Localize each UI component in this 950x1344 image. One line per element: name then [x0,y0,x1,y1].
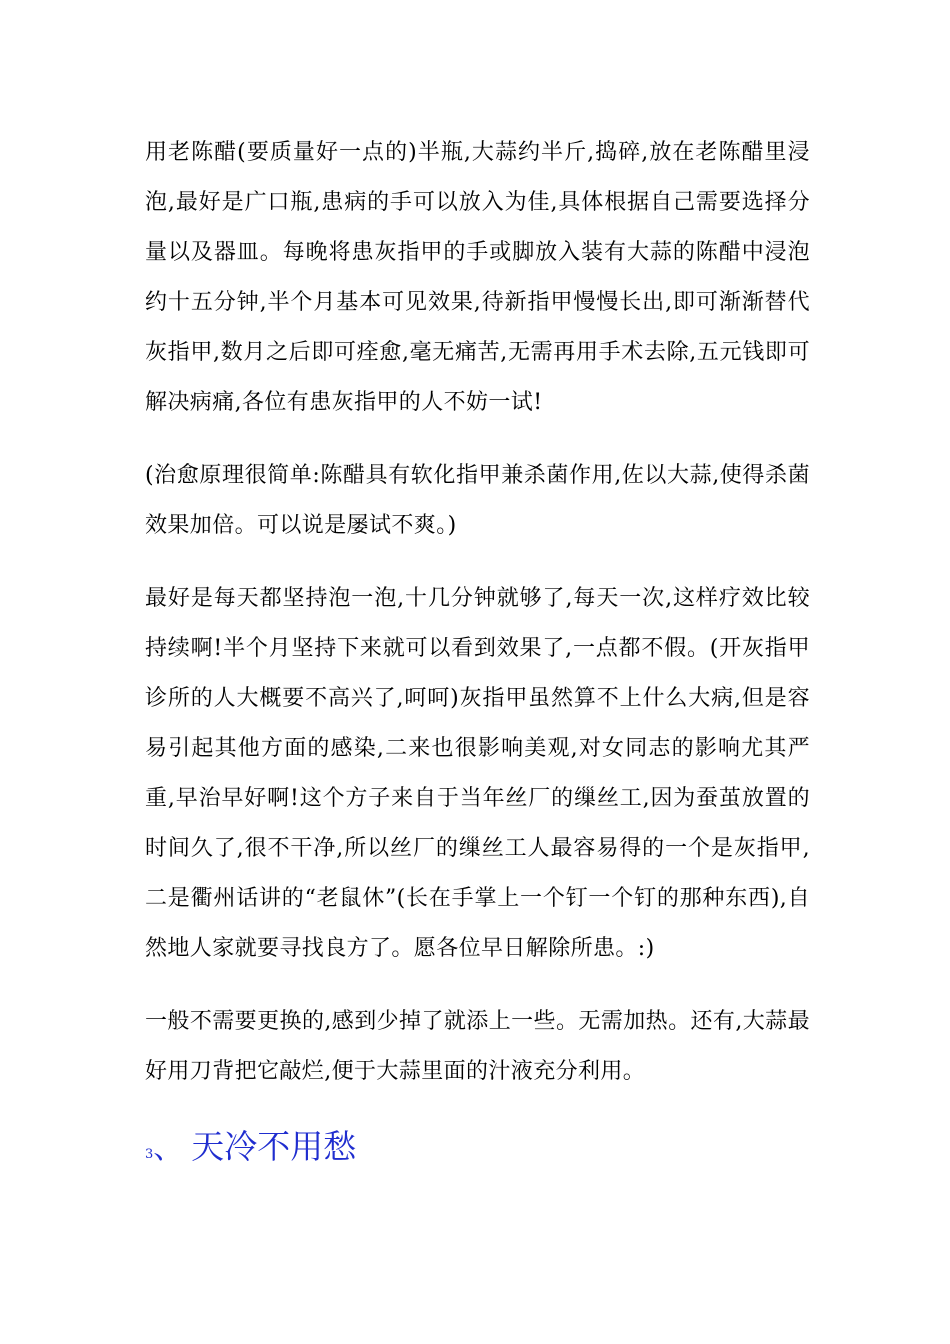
section-title: 天冷不用愁 [191,1127,357,1166]
paragraph-remedy-instructions: 用老陈醋(要质量好一点的)半瓶,大蒜约半斤,捣碎,放在老陈醋里浸泡,最好是广口瓶,患病的手可以放入为佳,具体根据自己需要选择分量以及器皿。每晚将患灰指甲的手或脚放入装有大蒜的陈醋中浸泡约十五分钟,半个月基本可见效果,待新指甲慢慢长出,即可渐渐替代灰指甲,数月之后即可痊愈,毫无痛苦,无需再用手术去除,五元钱即可解决病痛,各位有患灰指甲的人不妨一试! [145,140,810,415]
document-body [145,128,810,1185]
paragraph-maintenance-tips: 一般不需要更换的,感到少掉了就添上一些。无需加热。还有,大蒜最好用刀背把它敲烂,便于大蒜里面的汁液充分利用。 [145,1009,810,1084]
section-number: 3 [145,1147,154,1162]
section-heading [145,1117,810,1185]
paragraph-principle: (治愈原理很简单:陈醋具有软化指甲兼杀菌作用,佐以大蒜,使得杀菌效果加倍。可以说是屡试不爽。) [145,463,810,538]
paragraph-persistence-advice: 最好是每天都坚持泡一泡,十几分钟就够了,每天一次,这样疗效比较持续啊!半个月坚持下来就可以看到效果了,一点都不假。(开灰指甲诊所的人大概要不高兴了,呵呵)灰指甲虽然算不上什么大病,但是容易引起其他方面的感染,二来也很影响美观,对女同志的影响尤其严重,早治早好啊!这个方子来自于当年丝厂的缫丝工,因为蚕茧放置的时间久了,很不干净,所以丝厂的缫丝工人最容易得的一个是灰指甲,二是衢州话讲的“老鼠休”(长在手掌上一个钉一个钉的那种东西),自然地人家就要寻找良方了。愿各位早日解除所患。:) [145,586,810,961]
section-separator: 、 [153,1131,184,1166]
